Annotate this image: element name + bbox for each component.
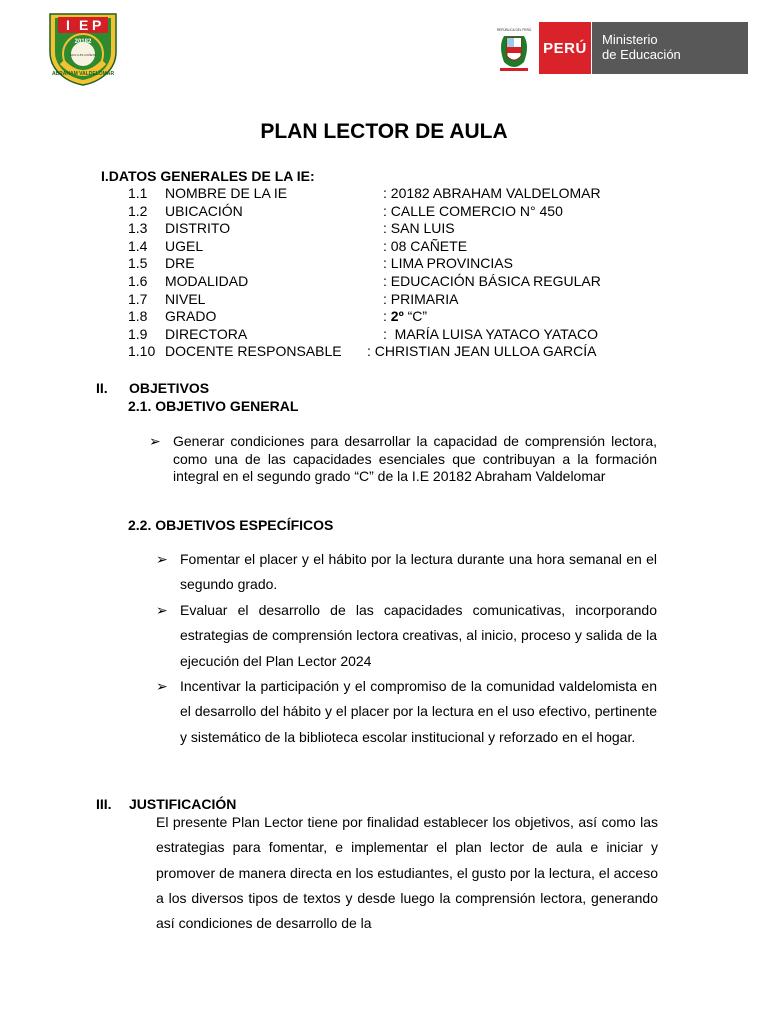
logo-number: 20182: [74, 39, 92, 45]
row-number: 1.7: [128, 290, 148, 307]
logo-letter: P: [92, 17, 102, 33]
arrow-bullet-icon: ➢: [156, 678, 168, 694]
ministry-line: de Educación: [602, 47, 681, 62]
list-item: [156, 547, 657, 598]
list-item: [156, 598, 657, 674]
subsection-heading: 2.1. OBJETIVO GENERAL: [128, 398, 299, 414]
data-row: [0, 203, 768, 221]
row-label: DISTRITO: [165, 220, 231, 237]
row-value: : 20182 ABRAHAM VALDELOMAR: [383, 185, 601, 201]
peru-label: PERÚ: [539, 22, 591, 74]
row-label: DRE: [165, 255, 195, 272]
school-shield-icon: [48, 12, 118, 86]
row-value: : LIMA PROVINCIAS: [383, 255, 513, 272]
section-number: II.: [96, 380, 108, 396]
row-value-prefix: :: [383, 308, 391, 325]
bullet-text: Incentivar la participación y el compromiso de la comunidad valdelomista en el desarrollo del hábito y el placer por la lectura en el uso efectivo, pertinente y sistemático de la biblioteca escolar institucional y reforzado en el hogar.: [180, 678, 657, 745]
peru-coat-of-arms-icon: [494, 24, 534, 74]
row-value: : SAN LUIS: [383, 220, 455, 237]
shield-caption: REPÚBLICA DEL PERÚ: [496, 28, 532, 32]
logo-place: SAN LUIS CAÑETE: [69, 53, 97, 57]
row-value: : CALLE COMERCIO N° 450: [383, 202, 563, 219]
row-value-bold: 2º: [390, 308, 404, 325]
section-title: OBJETIVOS: [129, 380, 210, 396]
general-data-list: [0, 185, 768, 361]
justification-paragraph: El presente Plan Lector tiene por finalidad establecer los objetivos, así como las estrategias para fomentar, e implementar el plan lector de aula e iniciar y promover de manera directa en los estudiantes, el gusto por la lectura, el acceso a los diversos tipos de textos y desde luego la comprensión lectora, generando así condiciones de desarrollo de la: [156, 814, 658, 932]
data-row: [0, 326, 768, 344]
arrow-bullet-icon: ➢: [156, 551, 168, 567]
row-value: : CHRISTIAN JEAN ULLOA GARCÍA: [367, 343, 597, 360]
row-value: : PRIMARIA: [383, 290, 459, 307]
data-row: [0, 273, 768, 291]
row-value: : 08 CAÑETE: [383, 237, 468, 254]
row-label: NIVEL: [165, 290, 206, 307]
row-label: DOCENTE RESPONSABLE: [165, 343, 342, 360]
bullet-text: Fomentar el placer y el hábito por la lectura durante una hora semanal en el segundo grado.: [180, 551, 657, 593]
section-number: III.: [96, 796, 112, 812]
row-value: : MARÍA LUISA YATACO YATACO: [383, 325, 598, 342]
row-value: : EDUCACIÓN BÁSICA REGULAR: [383, 272, 601, 289]
row-value: [383, 308, 427, 326]
row-number: 1.4: [128, 237, 148, 254]
ministry-label: [592, 22, 748, 74]
row-number: 1.8: [128, 308, 148, 325]
logo-letter: E: [79, 17, 89, 33]
section-heading: I.DATOS GENERALES DE LA IE:: [101, 168, 315, 184]
data-row: [0, 308, 768, 326]
arrow-bullet-icon: ➢: [149, 433, 161, 449]
bullet-text: Generar condiciones para desarrollar la capacidad de comprensión lectora, como una de las capacidades esenciales que contribuyan a la formación integral en el segundo grado “C” de la I.E 20182 Abraham Valdelomar: [173, 433, 657, 485]
row-number: 1.5: [128, 255, 148, 272]
subsection-heading: 2.2. OBJETIVOS ESPECÍFICOS: [128, 517, 334, 533]
row-label: NOMBRE DE LA IE: [165, 185, 288, 201]
row-number: 1.6: [128, 272, 148, 289]
row-label: UGEL: [165, 237, 204, 254]
row-value-rest: “C”: [403, 308, 428, 325]
document-title: PLAN LECTOR DE AULA: [260, 120, 508, 143]
row-number: 1.2: [128, 202, 148, 219]
logo-letter: I: [66, 17, 70, 33]
row-number: 1.9: [128, 325, 148, 342]
row-number: 1.3: [128, 220, 148, 237]
row-label: MODALIDAD: [165, 272, 249, 289]
list-item: [156, 674, 657, 750]
row-label: UBICACIÓN: [165, 202, 243, 219]
logo-ring-text: ABRAHAM VALDELOMAR: [51, 71, 115, 77]
data-row: [0, 255, 768, 273]
school-logo: [48, 12, 118, 86]
section-title: JUSTIFICACIÓN: [129, 796, 237, 812]
data-row: [0, 291, 768, 309]
data-row: [0, 185, 768, 203]
ministry-line: Ministerio: [602, 32, 658, 47]
data-row: [0, 220, 768, 238]
row-number: 1.1: [128, 185, 148, 201]
row-number: 1.10: [128, 343, 156, 360]
bullet-text: Evaluar el desarrollo de las capacidades comunicativas, incorporando estrategias de comprensión lectora creativas, al inicio, proceso y salida de la ejecución del Plan Lector 2024: [180, 602, 657, 669]
data-row: [0, 238, 768, 256]
row-label: GRADO: [165, 308, 217, 325]
list-item: [149, 433, 657, 486]
row-label: DIRECTORA: [165, 325, 248, 342]
data-row: [0, 343, 768, 361]
arrow-bullet-icon: ➢: [156, 602, 168, 618]
minedu-logo: [494, 22, 749, 76]
